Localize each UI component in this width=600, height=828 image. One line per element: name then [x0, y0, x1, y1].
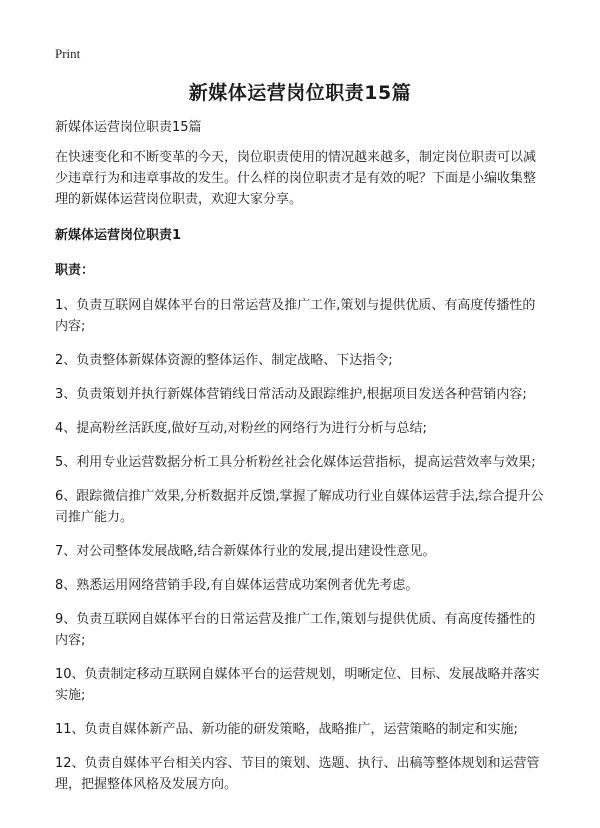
- duty-item: 7、对公司整体发展战略,结合新媒体行业的发展,提出建设性意见。: [55, 544, 436, 559]
- intro-paragraph: 在快速变化和不断变革的今天，岗位职责使用的情况越来越多，制定岗位职责可以减少违章行为和违章事故的发生。什么样的岗位职责才是有效的呢？下面是小编收集整理的新媒体运营岗位职责，欢迎大家分享。: [55, 150, 537, 207]
- duty-item: 9、负责互联网自媒体平台的日常运营及推广工作,策划与提供优质、有高度传播性的内容;: [55, 612, 536, 648]
- duty-item: 10、负责制定移动互联网自媒体平台的运营规划，明晰定位、目标、发展战略并落实实施;: [55, 667, 540, 703]
- print-link[interactable]: Print: [55, 46, 81, 61]
- duty-item: 6、跟踪微信推广效果,分析数据并反馈,掌握了解成功行业自媒体运营手法,综合提升公司推广能力。: [55, 489, 544, 525]
- duty-item: 4、提高粉丝活跃度,做好互动,对粉丝的网络行为进行分析与总结;: [55, 421, 427, 436]
- duty-item: 8、熟悉运用网络营销手段,有自媒体运营成功案例者优先考虑。: [55, 578, 419, 593]
- duty-item: 1、负责互联网自媒体平台的日常运营及推广工作,策划与提供优质、有高度传播性的内容;: [55, 298, 536, 334]
- duty-item: 2、负责整体新媒体资源的整体运作、制定战略、下达指令;: [55, 353, 393, 368]
- page-title: 新媒体运营岗位职责15篇: [188, 82, 412, 104]
- section-heading: 新媒体运营岗位职责1: [55, 228, 182, 243]
- duty-item: 5、利用专业运营数据分析工具分析粉丝社会化媒体运营指标，提高运营效率与效果;: [55, 455, 536, 470]
- duty-label: 职责：: [55, 263, 95, 278]
- document-subtitle: 新媒体运营岗位职责15篇: [55, 120, 202, 135]
- duty-item: 11、负责自媒体新产品、新功能的研发策略，战略推广，运营策略的制定和实施;: [55, 722, 518, 737]
- duty-item: 12、负责自媒体平台相关内容、节目的策划、选题、执行、出稿等整体规划和运营管理，把握整体风格及发展方向。: [55, 756, 540, 792]
- document-body: [55, 117, 547, 808]
- duty-item: 3、负责策划并执行新媒体营销线日常活动及跟踪维护,根据项目发送各种营销内容;: [55, 387, 527, 402]
